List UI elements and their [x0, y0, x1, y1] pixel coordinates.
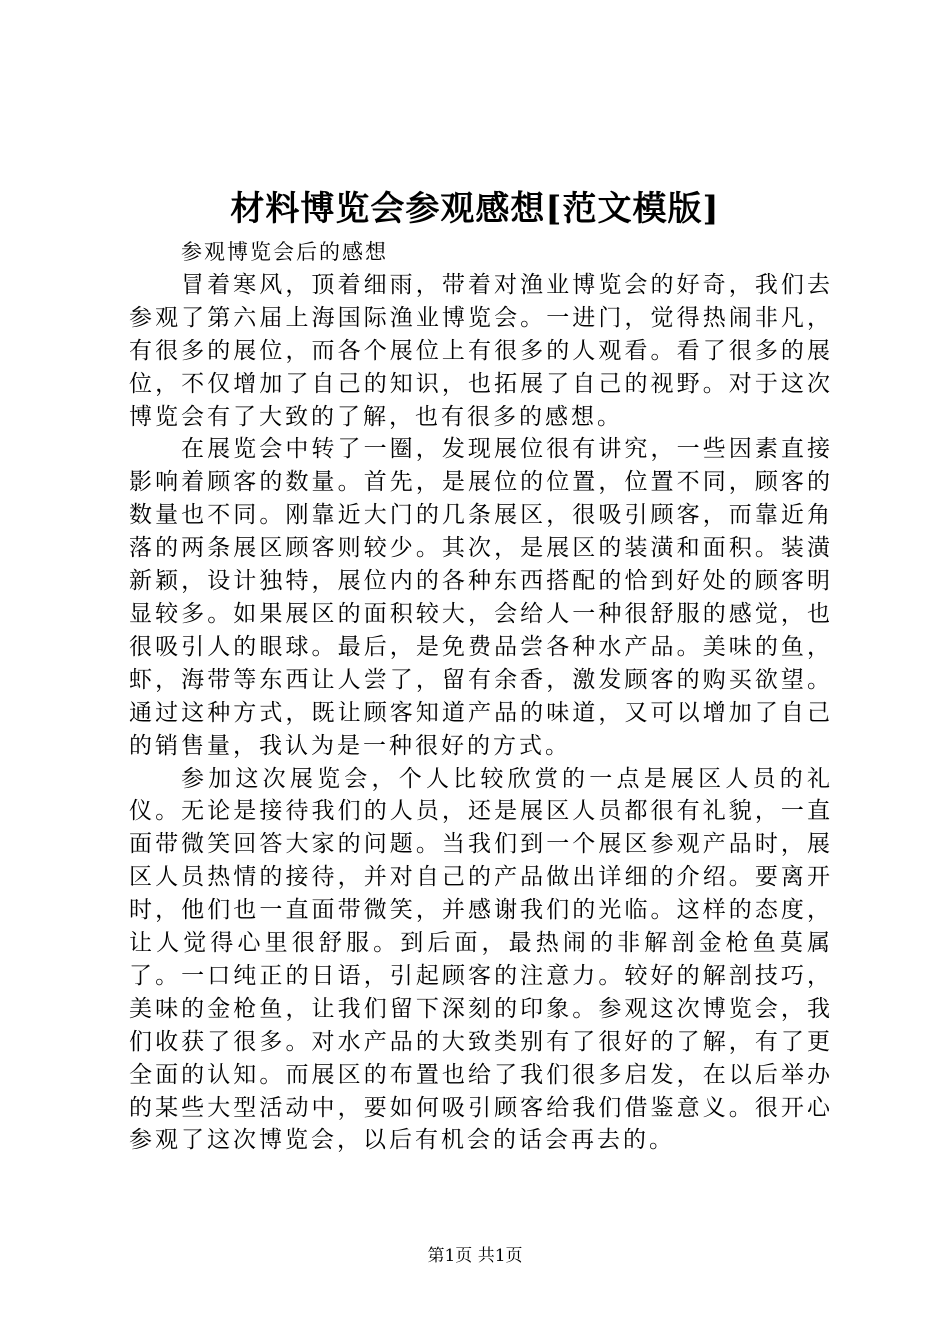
document-subtitle: 参观博览会后的感想	[181, 240, 388, 264]
document-body	[129, 236, 833, 1157]
paragraph-2: 在展览会中转了一圈，发现展位很有讲究，一些因素直接影响着顾客的数量。首先，是展位的位置，位置不同，顾客的数量也不同。刚靠近大门的几条展区，很吸引顾客，而靠近角落的两条展区顾客则较少。其次，是展区的装潢和面积。装潢新颖，设计独特，展位内的各种东西搭配的恰到好处的顾客明显较多。如果展区的面积较大，会给人一种很舒服的感觉，也很吸引人的眼球。最后，是免费品尝各种水产品。美味的鱼，虾，海带等东西让人尝了，留有余香，激发顾客的购买欲望。通过这种方式，既让顾客知道产品的味道，又可以增加了自己的销售量，我认为是一种很好的方式。	[129, 436, 833, 759]
page-footer: 第1页 共1页	[427, 1246, 523, 1266]
paragraph-3: 参加这次展览会，个人比较欣赏的一点是展区人员的礼仪。无论是接待我们的人员，还是展区人员都很有礼貌，一直面带微笑回答大家的问题。当我们到一个展区参观产品时，展区人员热情的接待，并对自己的产品做出详细的介绍。要离开时，他们也一直面带微笑，并感谢我们的光临。这样的态度，让人觉得心里很舒服。到后面，最热闹的非解剖金枪鱼莫属了。一口纯正的日语，引起顾客的注意力。较好的解剖技巧，美味的金枪鱼，让我们留下深刻的印象。参观这次博览会，我们收获了很多。对水产品的大致类别有了很好的了解，有了更全面的认知。而展区的布置也给了我们很多启发，在以后举办的某些大型活动中，要如何吸引顾客给我们借鉴意义。很开心参观了这次博览会，以后有机会的话会再去的。	[129, 765, 833, 1154]
paragraph-1: 冒着寒风，顶着细雨，带着对渔业博览会的好奇，我们去参观了第六届上海国际渔业博览会。一进门，觉得热闹非凡，有很多的展位，而各个展位上有很多的人观看。看了很多的展位，不仅增加了自己的知识，也拓展了自己的视野。对于这次博览会有了大致的了解，也有很多的感想。	[129, 271, 833, 430]
document-title: 材料博览会参观感想[范文模版]	[230, 189, 720, 229]
